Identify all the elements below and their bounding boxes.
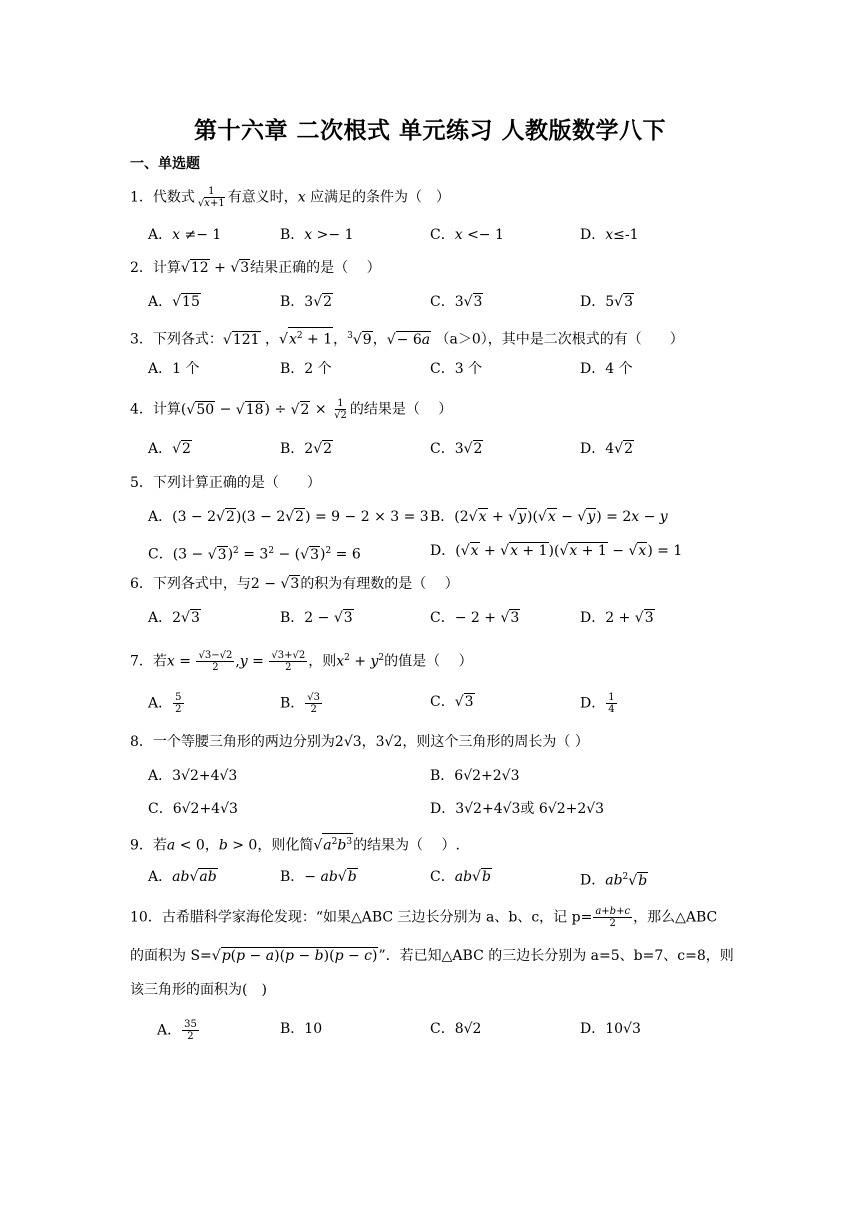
q10-option-d: D．10√3: [580, 1021, 641, 1037]
q1-option-d: D．x≤-1: [580, 227, 639, 243]
q3-option-b: B．2 个: [280, 361, 332, 377]
q8-option-b: B．6√2+2√3: [430, 768, 520, 784]
q4-option-a: A．√2: [148, 441, 191, 457]
q2-option-d: D．5√3: [580, 294, 633, 310]
q6-option-a: A．2√3: [148, 610, 200, 626]
q1-option-c: C．x <− 1: [430, 227, 504, 243]
q4-option-b: B．2√2: [280, 441, 333, 457]
question-6: 6．下列各式中，与2 − √3的积为有理数的是（ ）: [130, 576, 459, 592]
question-8: 8．一个等腰三角形的两边分别为2√3，3√2，则这个三角形的周长为（ ）: [130, 734, 589, 750]
fraction: $\frac{1}{√x+1}$: [197, 186, 225, 209]
q7-option-b: B． $\frac{√3}{2}$: [280, 692, 321, 715]
question-5: 5．下列计算正确的是（ ）: [130, 475, 321, 491]
q10-option-c: C．8√2: [430, 1021, 482, 1037]
q2-option-c: C．3√3: [430, 294, 483, 310]
q6-option-b: B．2 − √3: [280, 610, 353, 626]
q7-option-d: D． $\frac{1}{4}$: [580, 692, 615, 715]
question-10-line-1: 10．古希腊科学家海伦发现：“如果△ABC 三边长分别为 a、b、c，记 p= $\frac{a+b+c}{2}$ ，那么△ABC: [130, 906, 718, 929]
q2-option-b: B．3√2: [280, 294, 333, 310]
q10-option-b: B．10: [280, 1021, 323, 1037]
question-4: 4．计算(√50 − √18) ÷ √2 × $\frac{1}{√2}$ 的结果是（ ）: [130, 398, 453, 421]
question-2: 2．计算√12 + √3结果正确的是（ ）: [130, 260, 381, 276]
q7-option-c: C．√3: [430, 694, 474, 710]
q10-option-a: A． $\frac{35}{2}$: [157, 1019, 197, 1042]
section-heading: 一、单选题: [130, 156, 200, 172]
q5-option-c: C．$(3 - √3)^2 = 3^2 - (√3)^2 = 6$: [148, 546, 361, 563]
q9-option-a: A．ab√ab: [148, 869, 217, 885]
q5-option-b: B．(2√x + √y)(√x − √y) = 2x − y: [430, 509, 668, 525]
q4-option-c: C．3√2: [430, 441, 483, 457]
q3-option-c: C．3 个: [430, 361, 483, 377]
question-10-line-3: 该三角形的面积为( ): [130, 982, 267, 998]
q8-option-c: C．6√2+4√3: [148, 801, 238, 817]
q1-option-a: A．x ≠− 1: [148, 227, 222, 243]
question-10-line-2: 的面积为 S=√p(p − a)(p − b)(p − c)”．若已知△ABC 的三边长分别为 a=5、b=7、c=8，则: [130, 948, 734, 964]
question-9: 9．若a < 0，b > 0，则化简$√a^2b^3$的结果为（ ）.: [130, 833, 460, 856]
q3-option-a: A．1 个: [148, 361, 200, 377]
q7-option-a: A． $\frac{5}{2}$: [148, 692, 182, 715]
q6-option-c: C．− 2 + √3: [430, 610, 520, 626]
page-title: 第十六章 二次根式 单元练习 人教版数学八下: [193, 118, 667, 144]
q5-option-a: A．(3 − 2√2)(3 − 2√2) = 9 − 2 × 3 = 3: [148, 509, 429, 525]
q1-option-b: B．x >− 1: [280, 227, 354, 243]
q5-option-d: D．(√x + √x + 1)(√x + 1 − √x) = 1: [430, 543, 683, 559]
q9-option-d: D．$ab^2√b$: [580, 872, 648, 889]
q8-option-a: A．3√2+4√3: [148, 768, 238, 784]
question-7: 7．若x = $\frac{√3-√2}{2}$ ,y = $\frac{√3+√2}{2}$ ，则$x^2 + y^2$的值是（ ）: [130, 650, 473, 674]
q2-option-a: A．√15: [148, 294, 200, 310]
q4-option-d: D．4√2: [580, 441, 633, 457]
q3-option-d: D．4 个: [580, 361, 633, 377]
q9-option-c: C．ab√b: [430, 869, 491, 885]
q6-option-d: D．2 + √3: [580, 610, 654, 626]
q9-option-b: B．− ab√b: [280, 869, 357, 885]
question-1: 1．代数式 $\frac{1}{√x+1}$ 有意义时，x 应满足的条件为（ ）: [130, 186, 451, 209]
q8-option-d: D．3√2+4√3或 6√2+2√3: [430, 801, 605, 817]
question-3: 3．下列各式：√121 ，$√x^2 + 1$，$^3$√9，√− 6a （a＞0），其中是二次根式的有（ ）: [130, 326, 684, 350]
